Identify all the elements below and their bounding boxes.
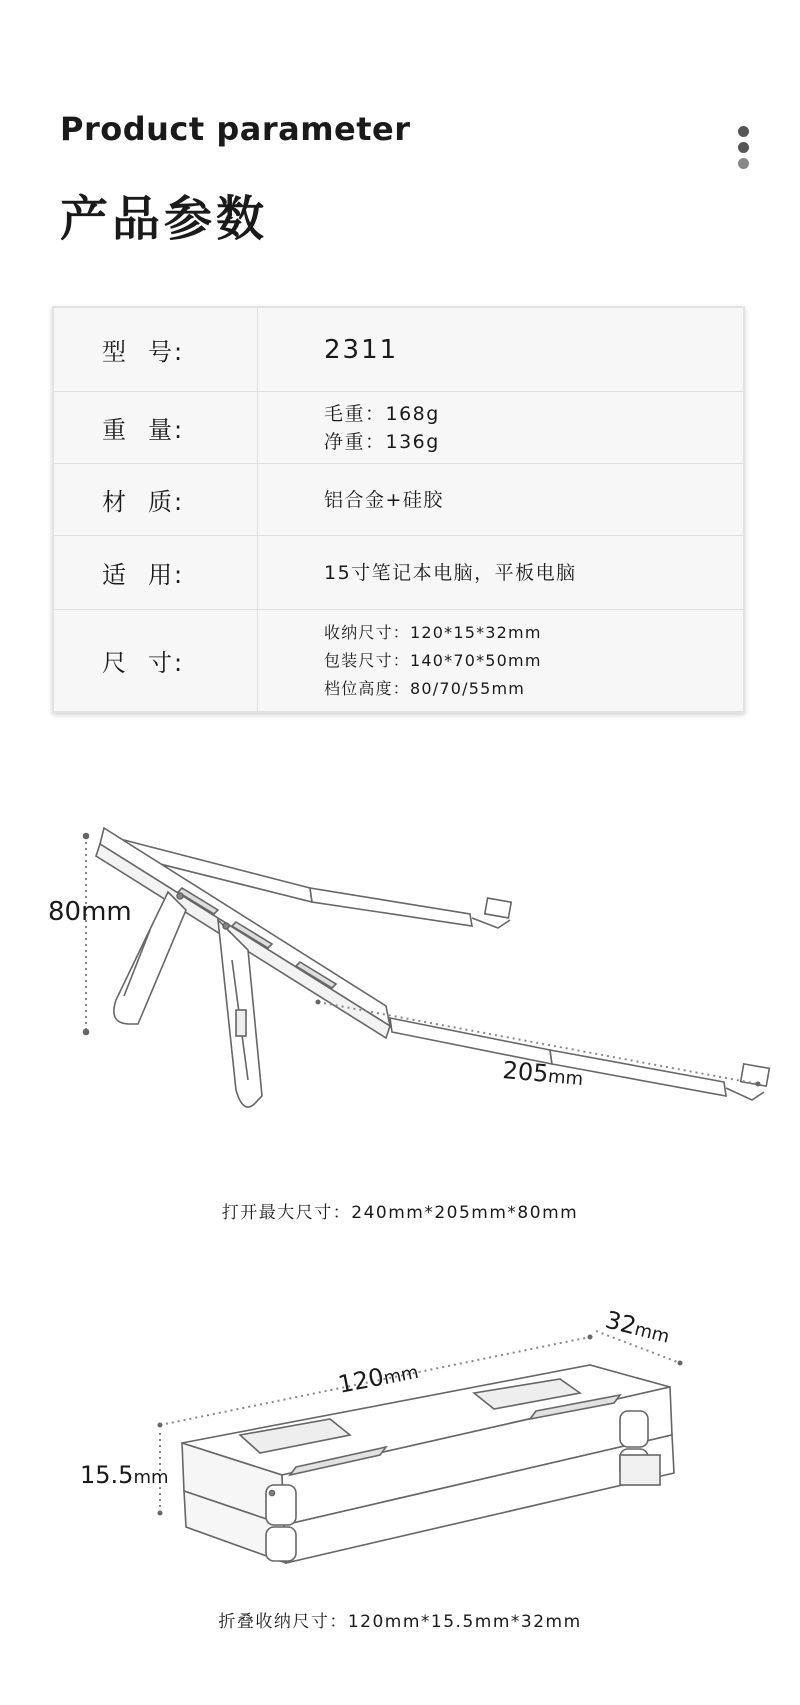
dot: [738, 158, 749, 169]
spec-value-line: 15寸笔记本电脑，平板电脑: [324, 561, 577, 584]
spec-row-material: [54, 464, 743, 536]
folded-height-label: [80, 1461, 169, 1489]
spec-value-line: 净重：136g: [324, 430, 440, 453]
spec-value: [258, 536, 743, 609]
spec-label: [54, 610, 258, 711]
spec-value: [258, 464, 743, 535]
spec-label-char: 寸:: [148, 649, 185, 677]
spec-label-char: 型: [102, 338, 128, 366]
spec-value-line: 包装尺寸：140*70*50mm: [324, 650, 542, 670]
open-size-caption: 打开最大尺寸：240mm*205mm*80mm: [221, 1203, 579, 1223]
spec-label-char: 重: [102, 416, 128, 444]
spec-value-line: 档位高度：80/70/55mm: [324, 678, 526, 698]
spec-label-char: 适: [102, 561, 128, 589]
spec-label: [54, 536, 258, 609]
spec-label: [54, 392, 258, 463]
folded-length-unit: mm: [381, 1361, 421, 1390]
spec-value-line: 2311: [324, 334, 399, 365]
length-dimension-number: 205: [501, 1056, 550, 1088]
dot: [738, 142, 749, 153]
more-dots-icon: [738, 126, 750, 174]
spec-value-line: 收纳尺寸：120*15*32mm: [324, 622, 542, 642]
spec-value: [258, 308, 743, 391]
folded-depth-unit: mm: [632, 1318, 672, 1348]
spec-label-char: 用:: [148, 561, 185, 589]
folded-depth-number: 32: [602, 1305, 639, 1341]
spec-row-applicable: [54, 536, 743, 610]
dot: [738, 126, 749, 137]
spec-label: [54, 308, 258, 391]
spec-row-size: [54, 610, 743, 711]
spec-value: [258, 392, 743, 463]
folded-length-label: [336, 1356, 421, 1399]
folded-height-unit: mm: [133, 1467, 169, 1488]
open-stand-diagram: [0, 810, 800, 1160]
folded-length-number: 120: [335, 1362, 387, 1399]
title-english: Product parameter: [60, 110, 411, 148]
spec-row-weight: [54, 392, 743, 464]
length-dimension-unit: mm: [547, 1066, 584, 1091]
folded-stand-diagram: [0, 1295, 800, 1575]
spec-label-char: 材: [102, 488, 128, 516]
spec-value: [258, 610, 743, 711]
spec-row-model: [54, 308, 743, 392]
spec-label: [54, 464, 258, 535]
spec-table: [52, 306, 745, 713]
spec-label-char: 质:: [148, 488, 185, 516]
spec-label-char: 尺: [102, 649, 128, 677]
spec-label-char: 量:: [148, 416, 185, 444]
title-chinese: 产品参数: [60, 191, 269, 247]
height-dimension-label: 80mm: [48, 897, 132, 927]
spec-label-char: 号:: [148, 338, 185, 366]
spec-value-line: 毛重：168g: [324, 402, 440, 425]
folded-height-number: 15.5: [80, 1461, 134, 1489]
spec-value-line: 铝合金+硅胶: [324, 488, 444, 511]
folded-size-caption: 折叠收纳尺寸：120mm*15.5mm*32mm: [218, 1612, 582, 1632]
folded-depth-label: [603, 1306, 673, 1349]
